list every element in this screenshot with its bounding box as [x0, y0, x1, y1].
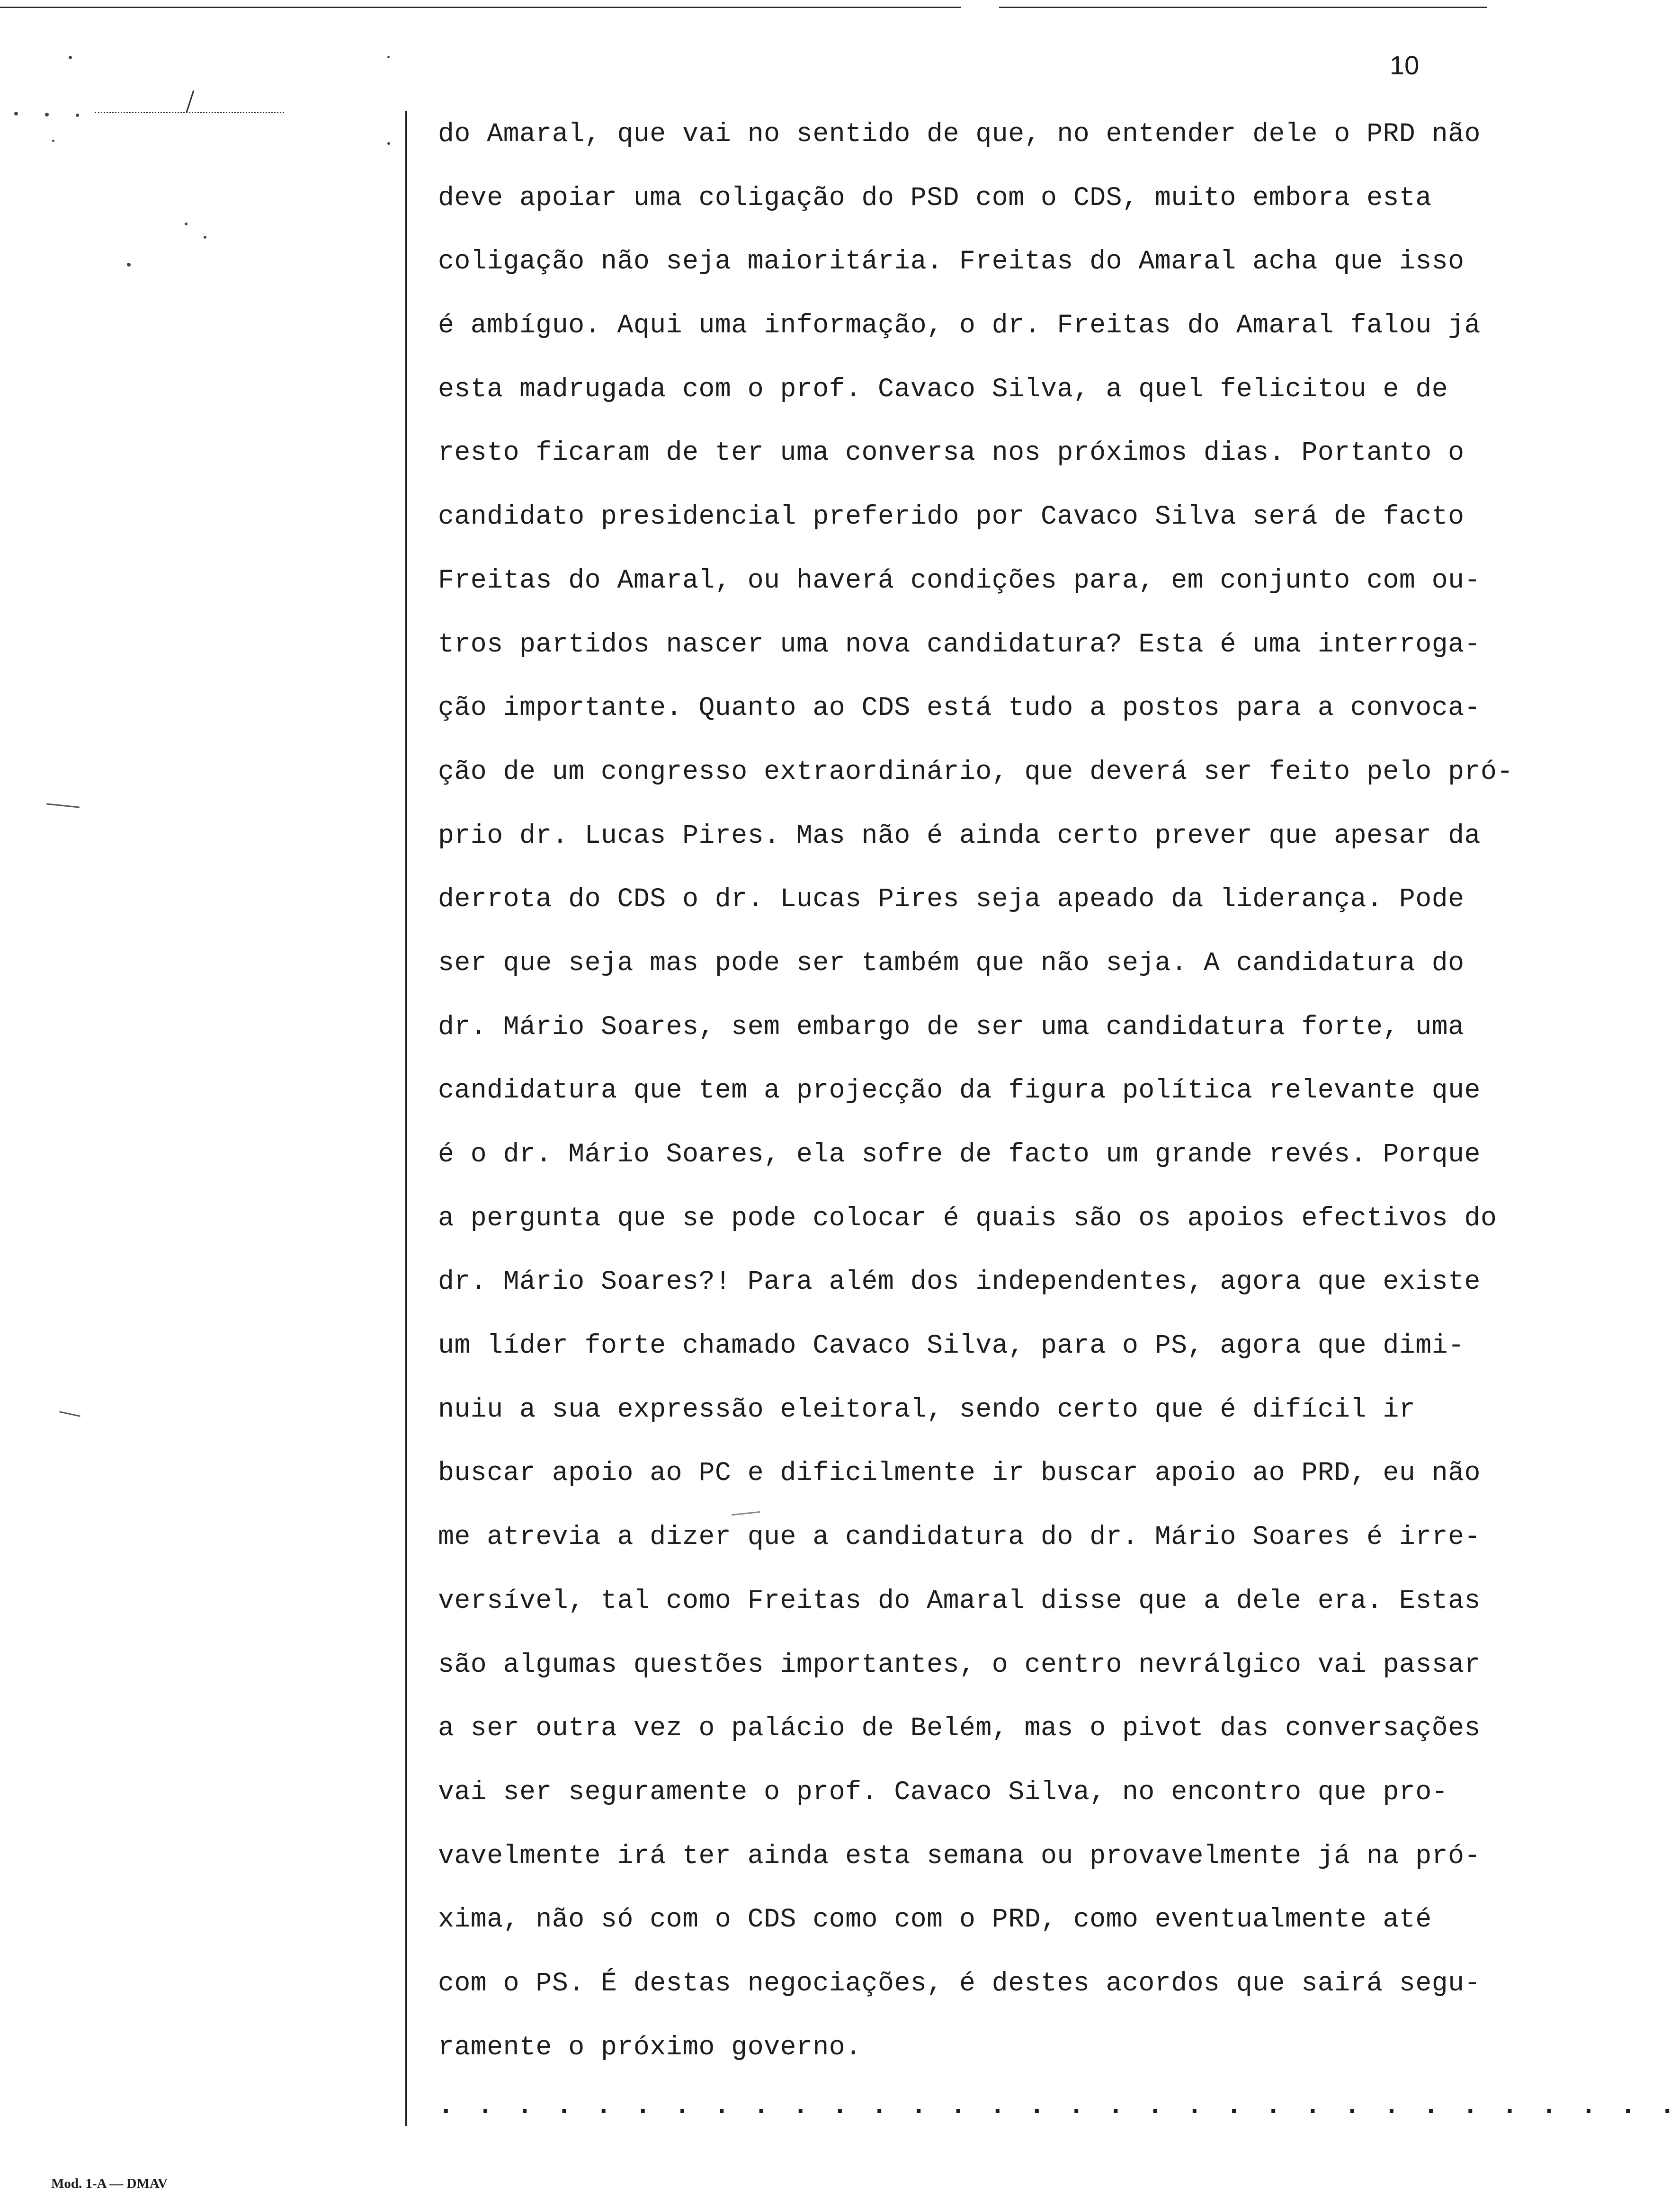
text-line: versível, tal como Freitas do Amaral disse que a dele era. Estas: [438, 1585, 1481, 1616]
text-line: vavelmente irá ter ainda esta semana ou provavelmente já na pró-: [438, 1840, 1481, 1871]
margin-speck: [69, 56, 72, 59]
margin-rule: [405, 111, 407, 2126]
text-line: nuiu a sua expressão eleitoral, sendo certo que é difícil ir: [438, 1394, 1416, 1425]
form-code: Mod. 1-A — DMAV: [51, 2176, 168, 2191]
top-rule: [999, 7, 1487, 8]
margin-speck: [185, 223, 188, 225]
margin-speck: [14, 112, 18, 116]
text-line: ramente o próximo governo.: [438, 2032, 862, 2062]
text-line: esta madrugada com o prof. Cavaco Silva, a quel felicitou e de: [438, 374, 1448, 404]
text-line: com o PS. É destas negociações, é destes acordos que sairá segu-: [438, 1968, 1481, 1998]
text-line: candidato presidencial preferido por Cavaco Silva será de facto: [438, 501, 1465, 532]
text-line: candidatura que tem a projecção da figura política relevante que: [438, 1075, 1481, 1106]
margin-speck: [45, 113, 49, 116]
text-line: são algumas questões importantes, o centro nevrálgico vai passar: [438, 1649, 1481, 1680]
text-line: vai ser seguramente o prof. Cavaco Silva, no encontro que pro-: [438, 1776, 1448, 1807]
text-line: derrota do CDS o dr. Lucas Pires seja apeado da liderança. Pode: [438, 884, 1465, 915]
text-line: a ser outra vez o palácio de Belém, mas o pivot das conversações: [438, 1713, 1481, 1744]
margin-stroke: [46, 803, 80, 808]
text-line: dr. Mário Soares?! Para além dos independentes, agora que existe: [438, 1267, 1481, 1297]
text-line: Freitas do Amaral, ou haverá condições para, em conjunto com ou-: [438, 565, 1481, 596]
end-dot-leader: . . . . . . . . . . . . . . . . . . . . . . . . . . . . . . . .: [438, 2091, 1679, 2121]
margin-stroke: [59, 1411, 80, 1417]
text-line: coligação não seja maioritária. Freitas do Amaral acha que isso: [438, 246, 1465, 277]
transcript-body: [438, 114, 1527, 2090]
margin-speck: [204, 236, 206, 239]
text-line: do Amaral, que vai no sentido de que, no entender dele o PRD não: [438, 119, 1481, 149]
text-line: a pergunta que se pode colocar é quais são os apoios efectivos do: [438, 1203, 1497, 1233]
page-number: 10: [1390, 50, 1420, 80]
margin-speck: [52, 140, 54, 142]
text-line: buscar apoio ao PC e dificilmente ir buscar apoio ao PRD, eu não: [438, 1458, 1481, 1489]
text-line: resto ficaram de ter uma conversa nos próximos dias. Portanto o: [438, 437, 1465, 468]
text-line: ção importante. Quanto ao CDS está tudo a postos para a convoca-: [438, 693, 1481, 723]
text-line: é o dr. Mário Soares, ela sofre de facto um grande revés. Porque: [438, 1139, 1481, 1169]
margin-speck: [387, 142, 390, 145]
text-line: um líder forte chamado Cavaco Silva, para o PS, agora que dimi-: [438, 1330, 1465, 1361]
text-line: dr. Mário Soares, sem embargo de ser uma candidatura forte, uma: [438, 1011, 1465, 1042]
margin-speck: [76, 114, 79, 117]
text-line: ser que seja mas pode ser também que não seja. A candidatura do: [438, 947, 1465, 978]
text-line: é ambíguo. Aqui uma informação, o dr. Freitas do Amaral falou já: [438, 310, 1481, 341]
text-line: tros partidos nascer uma nova candidatura? Esta é uma interroga-: [438, 629, 1481, 660]
folio-guide: [95, 110, 284, 113]
text-line: deve apoiar uma coligação do PSD com o CDS, muito embora esta: [438, 182, 1432, 213]
text-line: xima, não só com o CDS como com o PRD, como eventualmente até: [438, 1904, 1432, 1935]
text-line: ção de um congresso extraordinário, que deverá ser feito pelo pró-: [438, 756, 1513, 787]
text-line: me atrevia a dizer que a candidatura do dr. Mário Soares é irre-: [438, 1522, 1481, 1552]
margin-speck: [127, 263, 131, 267]
folio-guide: [186, 90, 195, 113]
margin-speck: [387, 56, 390, 58]
top-rule: [0, 7, 961, 8]
text-line: prio dr. Lucas Pires. Mas não é ainda certo prever que apesar da: [438, 820, 1481, 851]
